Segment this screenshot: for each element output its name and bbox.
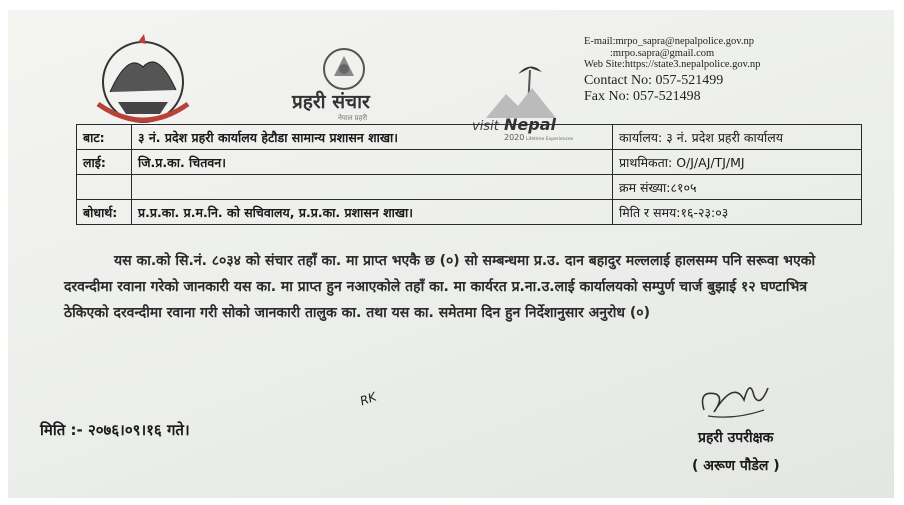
serial-number-cell: क्रम संख्या:८१०५: [613, 175, 862, 200]
svg-text:Nepal: Nepal: [504, 115, 556, 134]
cc-label: बोधार्थ:: [77, 200, 132, 225]
table-row: [77, 125, 862, 150]
contact-block: [584, 36, 760, 105]
brand-title: प्रहरी संचार: [292, 91, 370, 113]
from-value: ३ नं. प्रदेश प्रहरी कार्यालय हेटौडा सामान्य प्रशासन शाखा।: [132, 125, 613, 150]
officer-title: प्रहरी उपरीक्षक: [698, 430, 774, 446]
nepal-emblem-icon: [88, 32, 198, 132]
table-row: [77, 150, 862, 175]
officer-name: ( अरूण पौडेल ): [692, 458, 780, 474]
svg-text:2020: 2020: [504, 133, 525, 142]
blank-value: [132, 175, 613, 200]
from-label: बाट:: [77, 125, 132, 150]
blank-label: [77, 175, 132, 200]
svg-text:visit: visit: [472, 119, 499, 134]
cc-value: प्र.प्र.का. प्र.म.नि. को सचिवालय, प्र.प्र.का. प्रशासन शाखा।: [132, 200, 613, 225]
to-value: जि.प्र.का. चितवन।: [132, 150, 613, 175]
to-label: लाई:: [77, 150, 132, 175]
police-logo-icon: [320, 46, 368, 92]
priority-cell: प्राथमिकता: O/J/AJ/TJ/MJ: [613, 150, 862, 175]
table-row: [77, 175, 862, 200]
contact-fax: Fax No: 057-521498: [584, 88, 701, 104]
table-row: [77, 200, 862, 225]
signature-icon: [694, 370, 774, 426]
contact-email: E-mail:mrpo_sapra@nepalpolice.gov.np: [584, 36, 754, 47]
letter-date: मिति :- २०७६।०९।१६ गते।: [40, 421, 190, 439]
brand-subtitle: नेपाल प्रहरी: [338, 114, 368, 122]
contact-website: Web Site:https://state3.nepalpolice.gov.np: [584, 59, 761, 70]
body-paragraph: यस का.को सि.नं. ८०३४ को संचार तहाँ का. मा प्राप्त भएकै छ (०) सो सम्बन्धमा प्र.उ. दान बहादुर मल्ललाई हालसम्म पनि सरूवा भएको दरवन्दीमा रवाना गरेको जानकारी यस का. मा प्राप्त हुन नआएकोले तहाँ का. मा कार्यरत प्र.ना.उ.लाई कार्यालयको सम्पुर्ण चार्ज बुझाई १२ घण्टाभित्र ठेकिएको दरवन्दीमा रवाना गरी सोको जानकारी तालुक का. तथा यस का. समेतमा दिन हुन निर्देशानुसार अनुरोध (०): [64, 253, 816, 321]
contact-phone: Contact No: 057-521499: [584, 72, 724, 88]
letter-sheet: [8, 10, 894, 498]
office-cell: कार्यालय: ३ नं. प्रदेश प्रहरी कार्यालय: [613, 125, 862, 150]
svg-text:Lifetime Experiences: Lifetime Experiences: [526, 137, 574, 142]
reference-table: [76, 124, 862, 225]
svg-text:नेपाल सरकार: नेपाल सरकार: [128, 122, 158, 129]
initials-mark: RK: [358, 389, 379, 409]
date-time-cell: मिति र समय:१६-२३:०३: [613, 200, 862, 225]
contact-email-alt: :mrpo.sapra@gmail.com: [610, 47, 715, 59]
